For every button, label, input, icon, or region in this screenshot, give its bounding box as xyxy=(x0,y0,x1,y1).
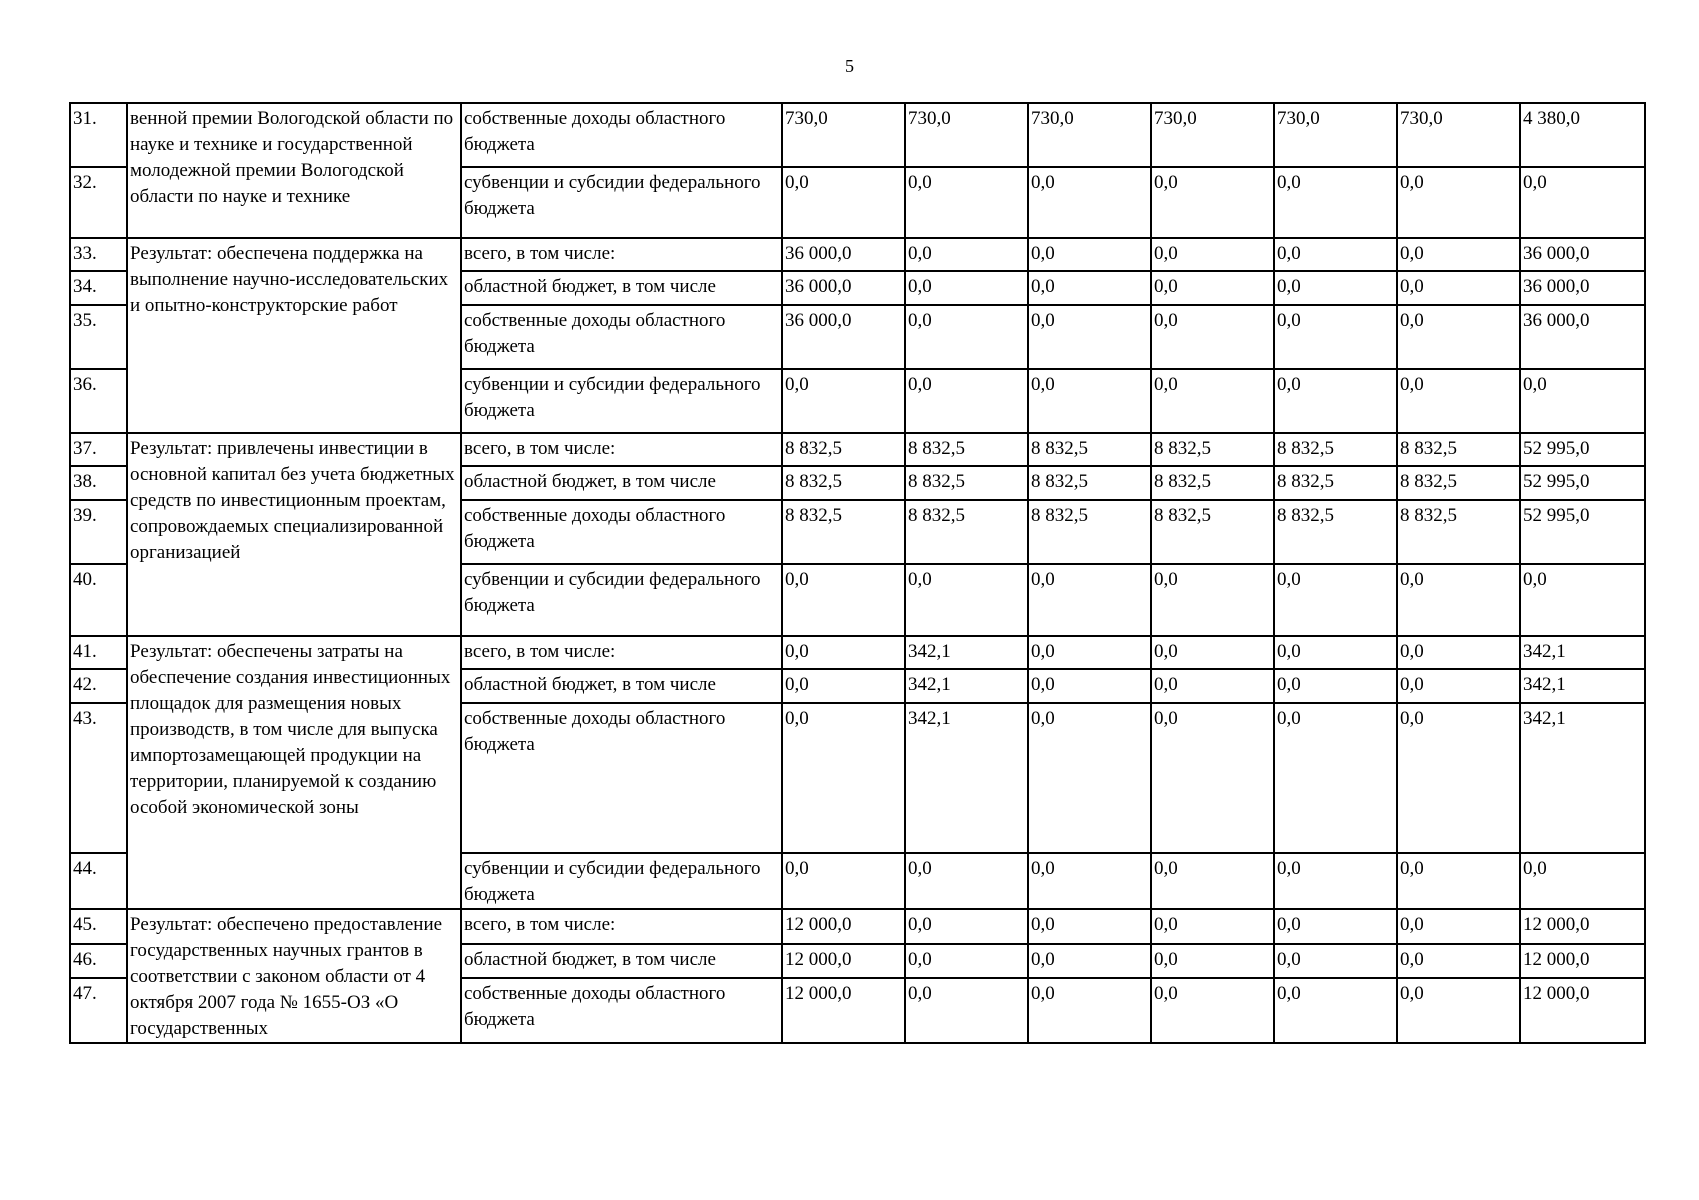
year-value-cell: 0,0 xyxy=(1397,669,1520,703)
year-value-cell: 0,0 xyxy=(1397,703,1520,853)
year-value-cell: 8 832,5 xyxy=(1151,500,1274,564)
funding-source: областной бюджет, в том числе xyxy=(461,669,782,703)
year-value-cell: 0,0 xyxy=(1397,305,1520,369)
row-number: 38. xyxy=(70,466,127,500)
year-value-cell: 8 832,5 xyxy=(905,466,1028,500)
year-value-cell: 8 832,5 xyxy=(1397,466,1520,500)
year-value-cell: 0,0 xyxy=(905,369,1028,433)
table-row xyxy=(70,909,1645,944)
funding-source: областной бюджет, в том числе xyxy=(461,944,782,979)
row-number: 40. xyxy=(70,564,127,636)
total-value-cell: 0,0 xyxy=(1520,853,1645,909)
year-value-cell: 0,0 xyxy=(1028,853,1151,909)
year-value-cell: 0,0 xyxy=(905,271,1028,305)
year-value-cell: 0,0 xyxy=(1274,564,1397,636)
year-value-cell: 0,0 xyxy=(782,369,905,433)
total-value-cell: 0,0 xyxy=(1520,167,1645,238)
year-value-cell: 0,0 xyxy=(905,238,1028,271)
total-value-cell: 342,1 xyxy=(1520,636,1645,669)
year-value-cell: 0,0 xyxy=(1151,703,1274,853)
year-value-cell: 12 000,0 xyxy=(782,909,905,944)
year-value-cell: 0,0 xyxy=(1274,369,1397,433)
year-value-cell: 36 000,0 xyxy=(782,305,905,369)
funding-source: всего, в том числе: xyxy=(461,433,782,466)
year-value-cell: 0,0 xyxy=(1397,944,1520,979)
total-value-cell: 342,1 xyxy=(1520,669,1645,703)
year-value-cell: 0,0 xyxy=(1151,369,1274,433)
total-value-cell: 36 000,0 xyxy=(1520,238,1645,271)
row-number: 36. xyxy=(70,369,127,433)
year-value-cell: 0,0 xyxy=(1151,669,1274,703)
year-value-cell: 8 832,5 xyxy=(782,433,905,466)
year-value-cell: 0,0 xyxy=(1151,167,1274,238)
year-value-cell: 0,0 xyxy=(1028,305,1151,369)
year-value-cell: 12 000,0 xyxy=(782,944,905,979)
total-value-cell: 4 380,0 xyxy=(1520,103,1645,167)
year-value-cell: 8 832,5 xyxy=(1274,433,1397,466)
year-value-cell: 8 832,5 xyxy=(782,466,905,500)
funding-source: собственные доходы областного бюджета xyxy=(461,500,782,564)
year-value-cell: 8 832,5 xyxy=(1397,500,1520,564)
year-value-cell: 0,0 xyxy=(1397,853,1520,909)
year-value-cell: 0,0 xyxy=(1274,636,1397,669)
year-value-cell: 0,0 xyxy=(1397,978,1520,1043)
row-number: 32. xyxy=(70,167,127,238)
year-value-cell: 0,0 xyxy=(1274,669,1397,703)
year-value-cell: 0,0 xyxy=(1274,238,1397,271)
funding-source: областной бюджет, в том числе xyxy=(461,466,782,500)
year-value-cell: 0,0 xyxy=(1151,238,1274,271)
year-value-cell: 0,0 xyxy=(1151,944,1274,979)
year-value-cell: 0,0 xyxy=(1274,853,1397,909)
row-number: 31. xyxy=(70,103,127,167)
year-value-cell: 0,0 xyxy=(1151,636,1274,669)
year-value-cell: 730,0 xyxy=(1151,103,1274,167)
year-value-cell: 0,0 xyxy=(1397,271,1520,305)
funding-source: всего, в том числе: xyxy=(461,636,782,669)
page-number: 5 xyxy=(845,56,854,76)
row-number: 37. xyxy=(70,433,127,466)
year-value-cell: 8 832,5 xyxy=(1274,500,1397,564)
budget-table xyxy=(69,102,1646,1044)
year-value-cell: 8 832,5 xyxy=(1151,466,1274,500)
year-value-cell: 0,0 xyxy=(1151,853,1274,909)
total-value-cell: 0,0 xyxy=(1520,564,1645,636)
total-value-cell: 52 995,0 xyxy=(1520,500,1645,564)
year-value-cell: 0,0 xyxy=(1274,703,1397,853)
table-row xyxy=(70,433,1645,466)
year-value-cell: 8 832,5 xyxy=(1028,433,1151,466)
year-value-cell: 0,0 xyxy=(1028,636,1151,669)
funding-source: областной бюджет, в том числе xyxy=(461,271,782,305)
year-value-cell: 8 832,5 xyxy=(782,500,905,564)
year-value-cell: 0,0 xyxy=(782,669,905,703)
year-value-cell: 0,0 xyxy=(1274,909,1397,944)
year-value-cell: 0,0 xyxy=(1028,564,1151,636)
year-value-cell: 0,0 xyxy=(1397,564,1520,636)
year-value-cell: 12 000,0 xyxy=(782,978,905,1043)
table-row xyxy=(70,238,1645,271)
year-value-cell: 0,0 xyxy=(1397,167,1520,238)
year-value-cell: 0,0 xyxy=(782,636,905,669)
year-value-cell: 36 000,0 xyxy=(782,271,905,305)
year-value-cell: 0,0 xyxy=(905,305,1028,369)
year-value-cell: 0,0 xyxy=(1028,369,1151,433)
total-value-cell: 12 000,0 xyxy=(1520,909,1645,944)
row-number: 44. xyxy=(70,853,127,909)
year-value-cell: 0,0 xyxy=(1151,305,1274,369)
total-value-cell: 36 000,0 xyxy=(1520,305,1645,369)
result-description: Результат: обеспечена поддержка на выполнение научно-исследовательских и опытно-конструкторские работ xyxy=(127,238,461,433)
result-description: Результат: обеспечено предоставление государственных научных грантов в соответствии с законом области от 4 октября 2007 года № 1655-ОЗ «О государственных xyxy=(127,909,461,1043)
result-description: Результат: привлечены инвестиции в основной капитал без учета бюджетных средств по инвестиционным проектам, сопровождаемых специализированной организацией xyxy=(127,433,461,636)
row-number: 41. xyxy=(70,636,127,669)
total-value-cell: 36 000,0 xyxy=(1520,271,1645,305)
year-value-cell: 0,0 xyxy=(1397,909,1520,944)
total-value-cell: 342,1 xyxy=(1520,703,1645,853)
funding-source: субвенции и субсидии федерального бюджета xyxy=(461,369,782,433)
year-value-cell: 8 832,5 xyxy=(905,433,1028,466)
year-value-cell: 0,0 xyxy=(782,167,905,238)
year-value-cell: 0,0 xyxy=(1274,271,1397,305)
year-value-cell: 8 832,5 xyxy=(1028,500,1151,564)
year-value-cell: 8 832,5 xyxy=(905,500,1028,564)
year-value-cell: 0,0 xyxy=(1397,369,1520,433)
year-value-cell: 8 832,5 xyxy=(1151,433,1274,466)
year-value-cell: 730,0 xyxy=(1274,103,1397,167)
year-value-cell: 0,0 xyxy=(1397,238,1520,271)
year-value-cell: 0,0 xyxy=(1028,167,1151,238)
year-value-cell: 0,0 xyxy=(1151,564,1274,636)
year-value-cell: 0,0 xyxy=(1397,636,1520,669)
year-value-cell: 0,0 xyxy=(1028,909,1151,944)
row-number: 34. xyxy=(70,271,127,305)
funding-source: всего, в том числе: xyxy=(461,238,782,271)
year-value-cell: 0,0 xyxy=(905,564,1028,636)
total-value-cell: 52 995,0 xyxy=(1520,433,1645,466)
year-value-cell: 8 832,5 xyxy=(1397,433,1520,466)
year-value-cell: 0,0 xyxy=(1028,238,1151,271)
year-value-cell: 730,0 xyxy=(782,103,905,167)
row-number: 43. xyxy=(70,703,127,853)
row-number: 33. xyxy=(70,238,127,271)
year-value-cell: 0,0 xyxy=(1028,978,1151,1043)
row-number: 47. xyxy=(70,978,127,1043)
year-value-cell: 0,0 xyxy=(1028,703,1151,853)
year-value-cell: 0,0 xyxy=(1151,271,1274,305)
total-value-cell: 0,0 xyxy=(1520,369,1645,433)
year-value-cell: 0,0 xyxy=(1274,978,1397,1043)
funding-source: собственные доходы областного бюджета xyxy=(461,103,782,167)
funding-source: субвенции и субсидии федерального бюджета xyxy=(461,167,782,238)
year-value-cell: 730,0 xyxy=(1397,103,1520,167)
year-value-cell: 0,0 xyxy=(782,703,905,853)
row-number: 45. xyxy=(70,909,127,944)
funding-source: субвенции и субсидии федерального бюджета xyxy=(461,853,782,909)
funding-source: всего, в том числе: xyxy=(461,909,782,944)
year-value-cell: 0,0 xyxy=(1151,909,1274,944)
funding-source: собственные доходы областного бюджета xyxy=(461,703,782,853)
year-value-cell: 8 832,5 xyxy=(1028,466,1151,500)
year-value-cell: 0,0 xyxy=(1274,167,1397,238)
year-value-cell: 342,1 xyxy=(905,703,1028,853)
year-value-cell: 0,0 xyxy=(905,853,1028,909)
year-value-cell: 0,0 xyxy=(1028,669,1151,703)
year-value-cell: 36 000,0 xyxy=(782,238,905,271)
result-description: венной премии Вологодской области по науке и технике и государственной молодежной премии Вологодской области по науке и технике xyxy=(127,103,461,238)
year-value-cell: 0,0 xyxy=(905,978,1028,1043)
table-row xyxy=(70,103,1645,167)
funding-source: собственные доходы областного бюджета xyxy=(461,305,782,369)
year-value-cell: 342,1 xyxy=(905,669,1028,703)
year-value-cell: 0,0 xyxy=(1274,944,1397,979)
year-value-cell: 730,0 xyxy=(905,103,1028,167)
year-value-cell: 0,0 xyxy=(1028,271,1151,305)
year-value-cell: 0,0 xyxy=(782,564,905,636)
year-value-cell: 0,0 xyxy=(1151,978,1274,1043)
row-number: 42. xyxy=(70,669,127,703)
year-value-cell: 0,0 xyxy=(905,909,1028,944)
total-value-cell: 52 995,0 xyxy=(1520,466,1645,500)
year-value-cell: 0,0 xyxy=(1274,305,1397,369)
year-value-cell: 0,0 xyxy=(905,944,1028,979)
year-value-cell: 342,1 xyxy=(905,636,1028,669)
table-row xyxy=(70,636,1645,669)
funding-source: собственные доходы областного бюджета xyxy=(461,978,782,1043)
budget-table-body xyxy=(70,103,1645,1043)
total-value-cell: 12 000,0 xyxy=(1520,978,1645,1043)
year-value-cell: 0,0 xyxy=(1028,944,1151,979)
row-number: 39. xyxy=(70,500,127,564)
result-description: Результат: обеспечены затраты на обеспечение создания инвестиционных площадок для размещения новых производств, в том числе для выпуска импортозамещающей продукции на территории, планируемой к созданию особой экономической зоны xyxy=(127,636,461,909)
year-value-cell: 0,0 xyxy=(782,853,905,909)
funding-source: субвенции и субсидии федерального бюджета xyxy=(461,564,782,636)
row-number: 46. xyxy=(70,944,127,979)
year-value-cell: 8 832,5 xyxy=(1274,466,1397,500)
year-value-cell: 730,0 xyxy=(1028,103,1151,167)
row-number: 35. xyxy=(70,305,127,369)
total-value-cell: 12 000,0 xyxy=(1520,944,1645,979)
year-value-cell: 0,0 xyxy=(905,167,1028,238)
